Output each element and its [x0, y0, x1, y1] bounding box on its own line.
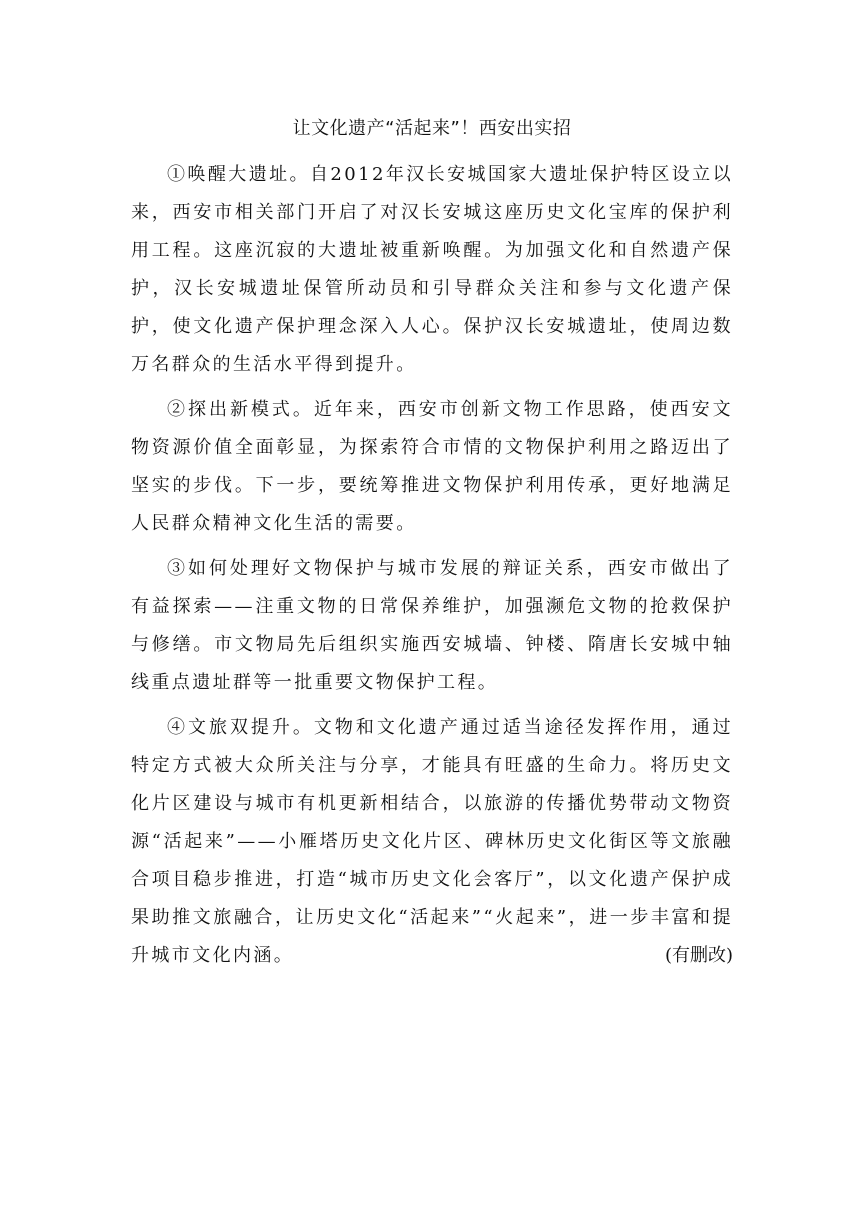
- source-note: (有删改): [664, 945, 733, 966]
- article-title: 让文化遗产“活起来”！西安出实招: [292, 118, 572, 139]
- paragraph-1: ①唤醒大遗址。自2012年汉长安城国家大遗址保护特区设立以来，西安市相关部门开启了对汉长安城这座历史文化宝库的保护利用工程。这座沉寂的大遗址被重新唤醒。为加强文化和自然遗产保护，汉长安城遗址保管所动员和引导群众关注和参与文化遗产保护，使文化遗产保护理念深入人心。保护汉长安城遗址，使周边数万名群众的生活水平得到提升。: [131, 164, 733, 375]
- paragraph-4-wrapper: [131, 709, 733, 975]
- paragraph-2: ②探出新模式。近年来，西安市创新文物工作思路，使西安文物资源价值全面彰显，为探索符合市情的文物保护利用之路迈出了坚实的步伐。下一步，要统筹推进文物保护利用传承，更好地满足人民群众精神文化生活的需要。: [131, 399, 733, 534]
- paragraph-4: ④文旅双提升。文物和文化遗产通过适当途径发挥作用，通过特定方式被大众所关注与分享，才能具有旺盛的生命力。将历史文化片区建设与城市有机更新相结合，以旅游的传播优势带动文物资源“活起来”——小雁塔历史文化片区、碑林历史文化街区等文旅融合项目稳步推进，打造“城市历史文化会客厅”，以文化遗产保护成果助推文旅融合，让历史文化“活起来”“火起来”，进一步丰富和提升城市文化内涵。: [131, 717, 733, 966]
- article: [131, 112, 733, 982]
- paragraph-3: ③如何处理好文物保护与城市发展的辩证关系，西安市做出了有益探索——注重文物的日常保养维护，加强濒危文物的抢救保护与修缮。市文物局先后组织实施西安城墙、钟楼、隋唐长安城中轴线重点遗址群等一批重要文物保护工程。: [131, 558, 733, 693]
